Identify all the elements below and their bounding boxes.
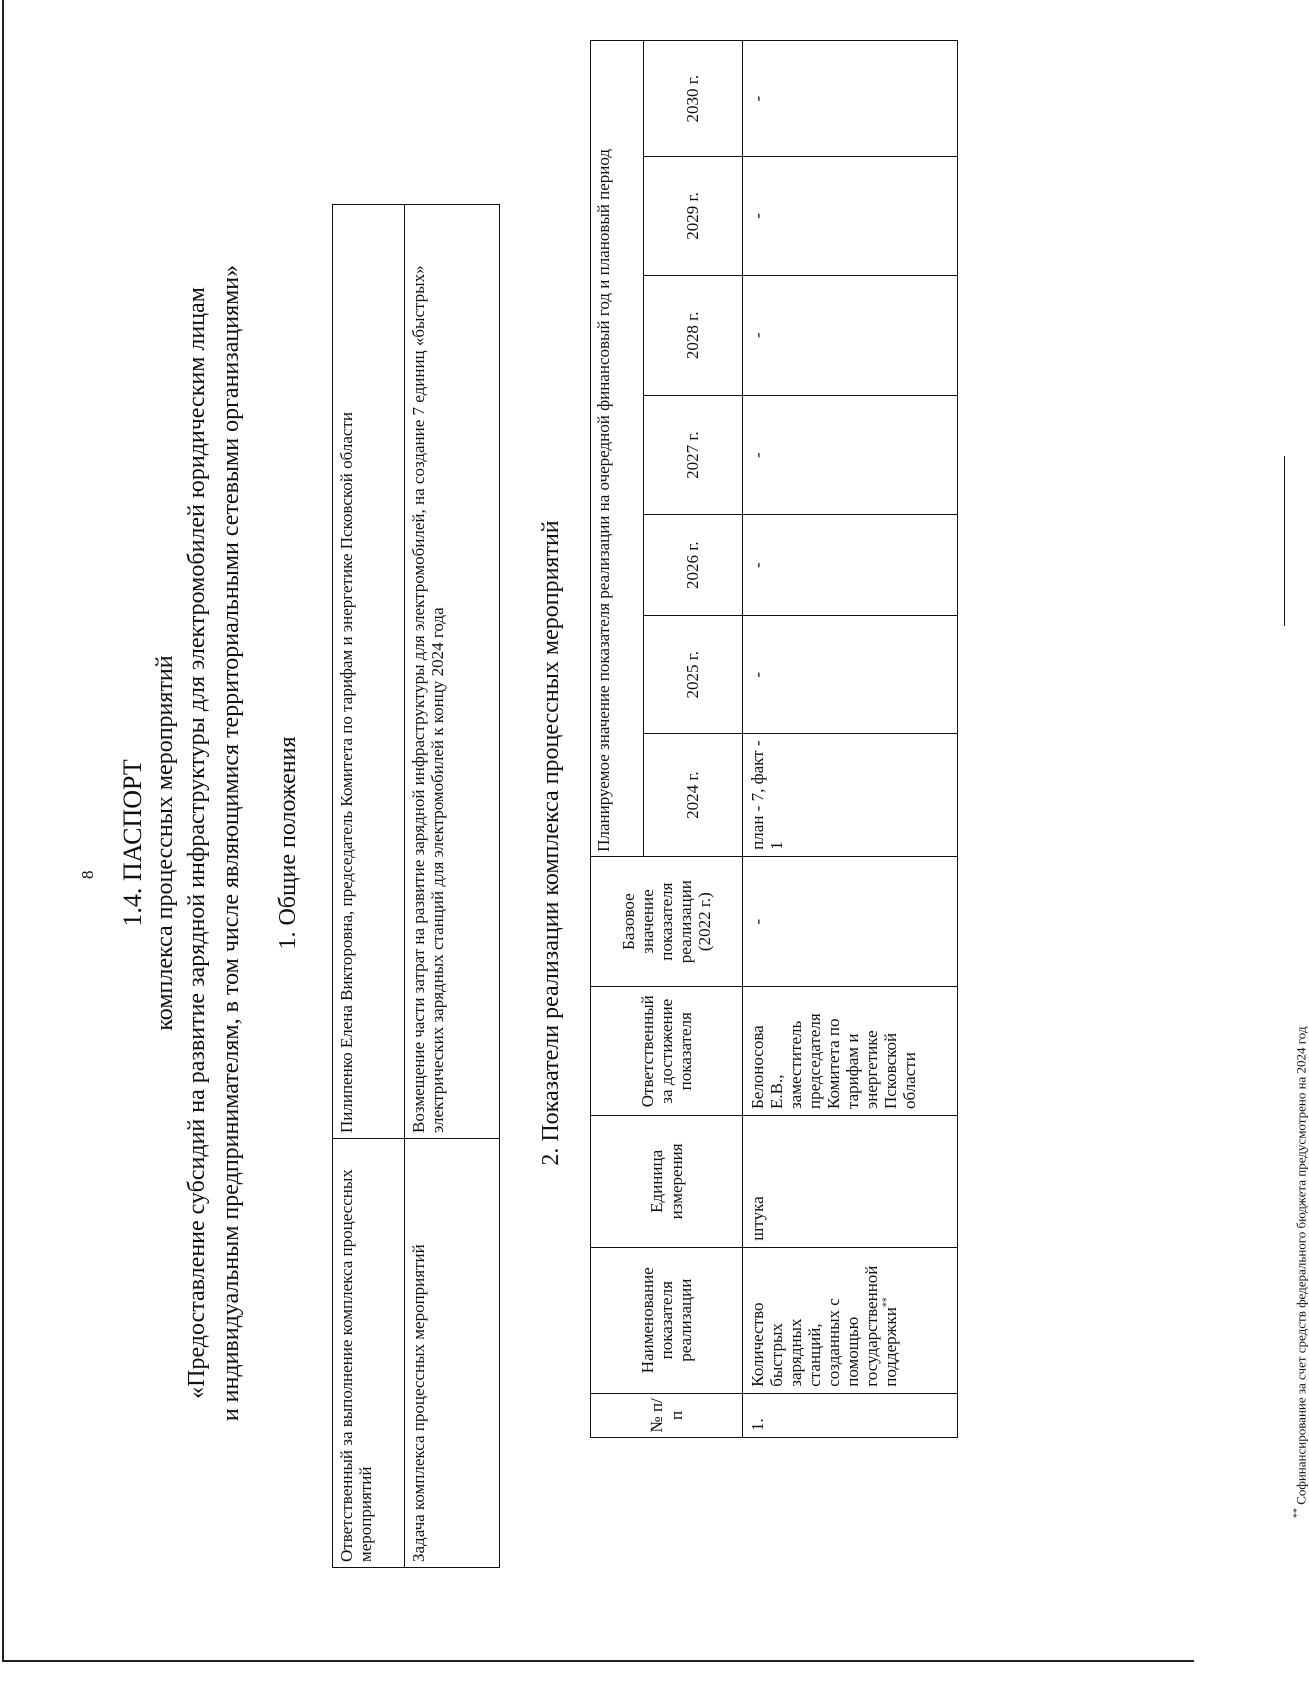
row-name bbox=[743, 1247, 958, 1393]
row-value-2028: - bbox=[743, 275, 958, 395]
row-value-2027: - bbox=[743, 395, 958, 514]
year-header: 2025 г. bbox=[644, 616, 743, 734]
year-header: 2028 г. bbox=[644, 275, 743, 395]
col-name-header: Наименование показателя реализации bbox=[591, 1247, 743, 1393]
footnote-mark: ** bbox=[1292, 1508, 1303, 1518]
row-value-2024: план - 7, факт - 1 bbox=[743, 734, 958, 856]
section1-heading: 1. Общие положения bbox=[275, 736, 301, 950]
col-responsible-header: Ответственный за достижение показателя bbox=[591, 987, 743, 1116]
row-name-text: Количество быстрых зарядных станций, созданных с помощью государственной поддержки bbox=[748, 1265, 901, 1387]
passport-name-line2: и индивидуальным предпринимателям, в том числе являющимися территориальными сетевыми организациями» bbox=[218, 264, 244, 1422]
general-provisions-table bbox=[332, 204, 500, 1568]
year-header: 2029 г. bbox=[644, 157, 743, 275]
task-value: Возмещение части затрат на развитие зарядной инфраструктуры для электромобилей, на создание 7 единиц «быстрых» электрических зарядных станций для электромобилей к концу 2024 года bbox=[405, 205, 500, 1139]
year-header: 2027 г. bbox=[644, 395, 743, 514]
passport-title: 1.4. ПАСПОРТ bbox=[118, 759, 147, 927]
row-unit: штука bbox=[743, 1116, 958, 1248]
col-num-header: № п/п bbox=[591, 1393, 743, 1437]
responsible-label: Ответственный за выполнение комплекса процессных мероприятий bbox=[333, 1139, 405, 1568]
footnote-text: Софинансирование за счет средств федерального бюджета предусмотрено на 2024 год bbox=[1293, 1026, 1309, 1508]
table-row bbox=[333, 205, 405, 1568]
footnote-ref: ** bbox=[881, 1297, 893, 1308]
page-number: 8 bbox=[78, 870, 97, 879]
indicators-table bbox=[590, 40, 958, 1438]
footnote-divider bbox=[1284, 456, 1285, 626]
row-num: 1. bbox=[743, 1393, 958, 1437]
table-row bbox=[405, 205, 500, 1568]
table-header-row bbox=[591, 41, 644, 1438]
responsible-value: Пилипенко Елена Викторовна, председатель Комитета по тарифам и энергетике Псковской области bbox=[333, 205, 405, 1139]
year-header: 2024 г. bbox=[644, 734, 743, 856]
task-label: Задача комплекса процессных мероприятий bbox=[405, 1139, 500, 1568]
col-base-header: Базовое значение показателя реализации (2022 г.) bbox=[591, 856, 743, 987]
table-row bbox=[743, 41, 958, 1438]
row-value-2026: - bbox=[743, 515, 958, 616]
row-responsible: Белоносова Е.В., заместитель председателя Комитета по тарифам и энергетике Псковской области bbox=[743, 987, 958, 1116]
row-value-2030: - bbox=[743, 41, 958, 157]
row-value-2025: - bbox=[743, 616, 958, 734]
passport-name-line1: «Предоставление субсидий на развитие зарядной инфраструктуры для электромобилей юридическим лицам bbox=[184, 287, 210, 1399]
footnote bbox=[1292, 1026, 1309, 1518]
year-header: 2030 г. bbox=[644, 41, 743, 157]
year-header: 2026 г. bbox=[644, 515, 743, 616]
passport-subtitle: комплекса процессных мероприятий bbox=[152, 655, 178, 1031]
row-value-2029: - bbox=[743, 157, 958, 275]
col-unit-header: Единица измерения bbox=[591, 1116, 743, 1248]
section2-heading: 2. Показатели реализации комплекса процессных мероприятий bbox=[538, 520, 564, 1166]
row-base-value: - bbox=[743, 856, 958, 987]
col-planned-header: Планируемое значение показателя реализации на очередной финансовый год и плановый период bbox=[591, 41, 644, 857]
